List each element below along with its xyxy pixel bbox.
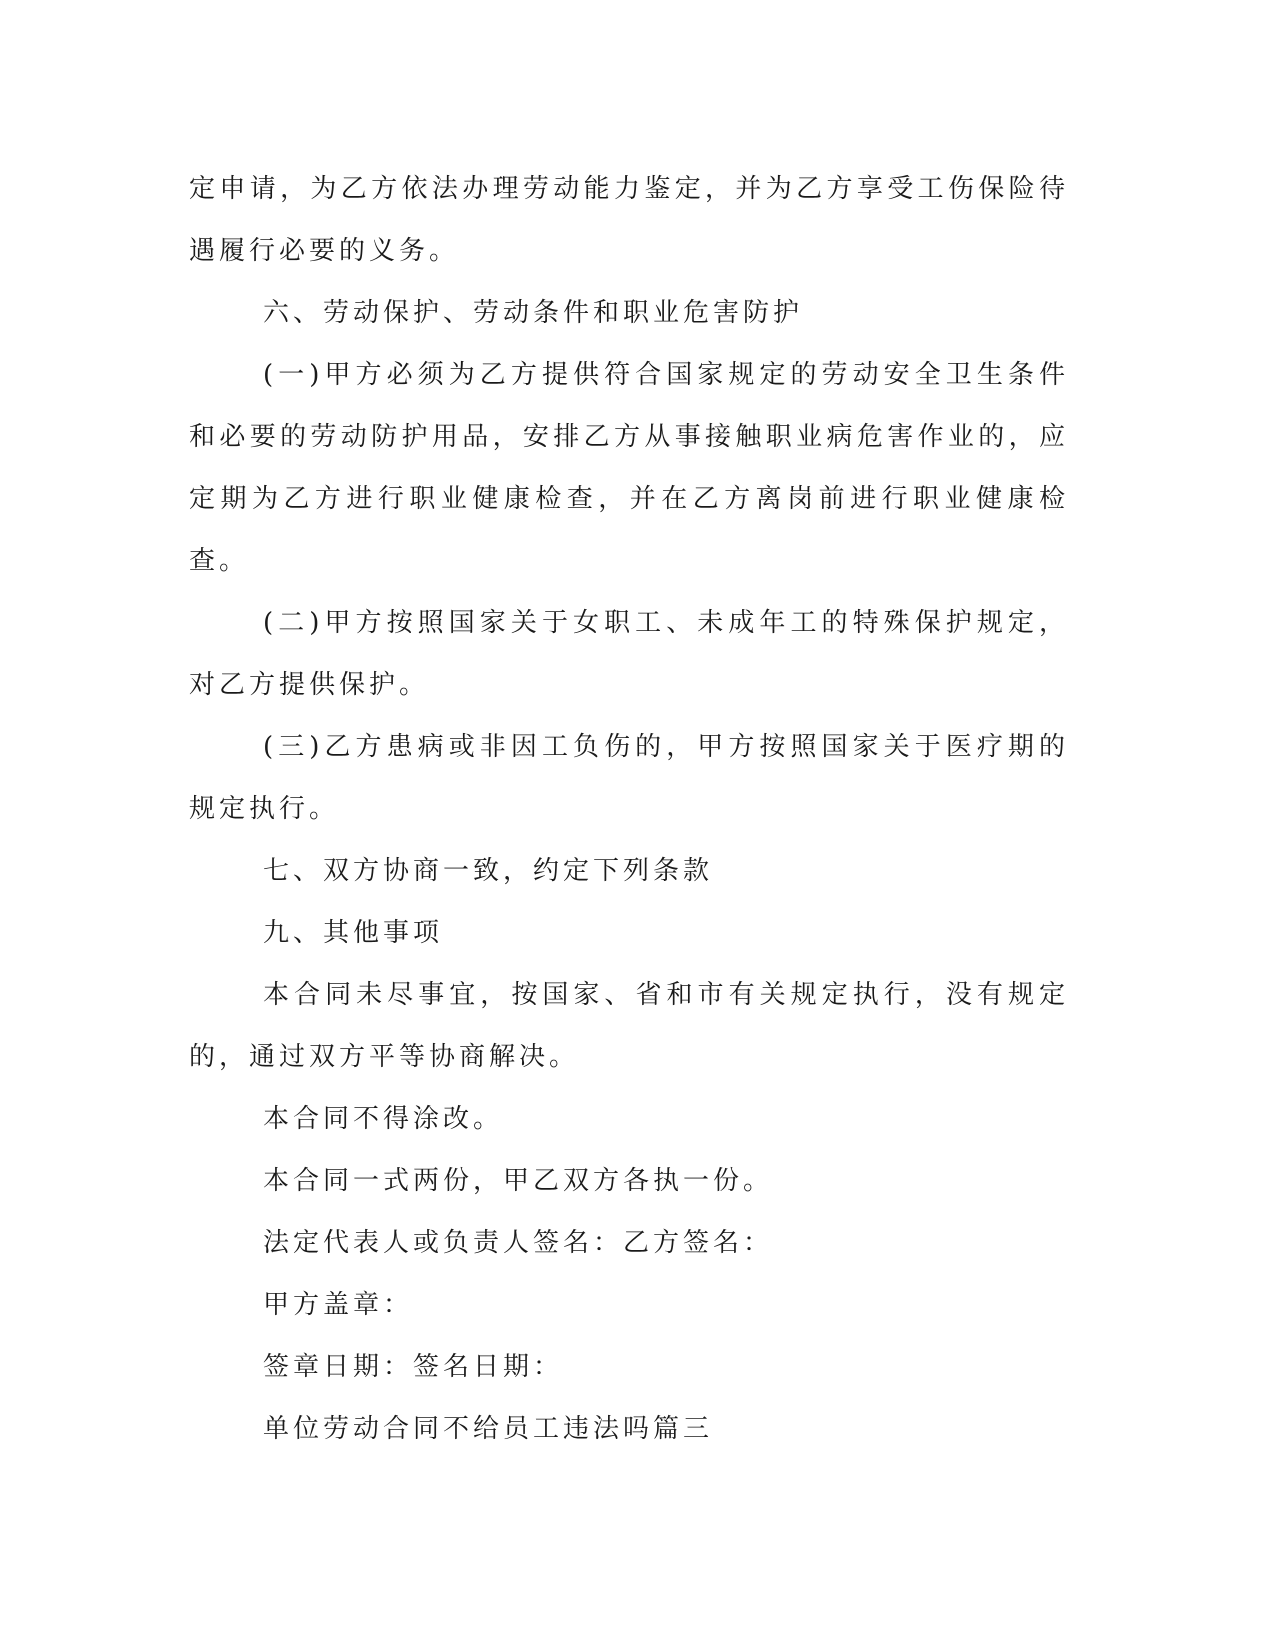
section-heading-six: 六、劳动保护、劳动条件和职业危害防护: [263, 298, 804, 328]
section-heading-nine: 九、其他事项: [263, 918, 444, 948]
clause-six-three: (三)乙方患病或非因工负伤的，甲方按照国家关于医疗期的规定执行。: [189, 732, 1069, 824]
document-body: [189, 158, 1069, 1460]
paragraph-continuation: 定申请，为乙方依法办理劳动能力鉴定，并为乙方享受工伤保险待遇履行必要的义务。: [189, 174, 1069, 266]
clause-no-alteration: 本合同不得涂改。: [263, 1104, 504, 1134]
section-heading-seven: 七、双方协商一致，约定下列条款: [263, 856, 714, 886]
clause-six-one: (一)甲方必须为乙方提供符合国家规定的劳动安全卫生条件和必要的劳动防护用品，安排乙方从事接触职业病危害作业的，应定期为乙方进行职业健康检查，并在乙方离岗前进行职业健康检查。: [189, 360, 1069, 576]
date-line: 签章日期：签名日期：: [263, 1352, 564, 1382]
next-section-title: 单位劳动合同不给员工违法吗篇三: [263, 1414, 714, 1444]
clause-unresolved-matters: 本合同未尽事宜，按国家、省和市有关规定执行，没有规定的，通过双方平等协商解决。: [189, 980, 1069, 1072]
signature-line: 法定代表人或负责人签名：乙方签名：: [263, 1228, 774, 1258]
clause-six-two: (二)甲方按照国家关于女职工、未成年工的特殊保护规定，对乙方提供保护。: [189, 608, 1069, 700]
seal-line: 甲方盖章：: [263, 1290, 414, 1320]
clause-copies: 本合同一式两份，甲乙双方各执一份。: [263, 1166, 774, 1196]
